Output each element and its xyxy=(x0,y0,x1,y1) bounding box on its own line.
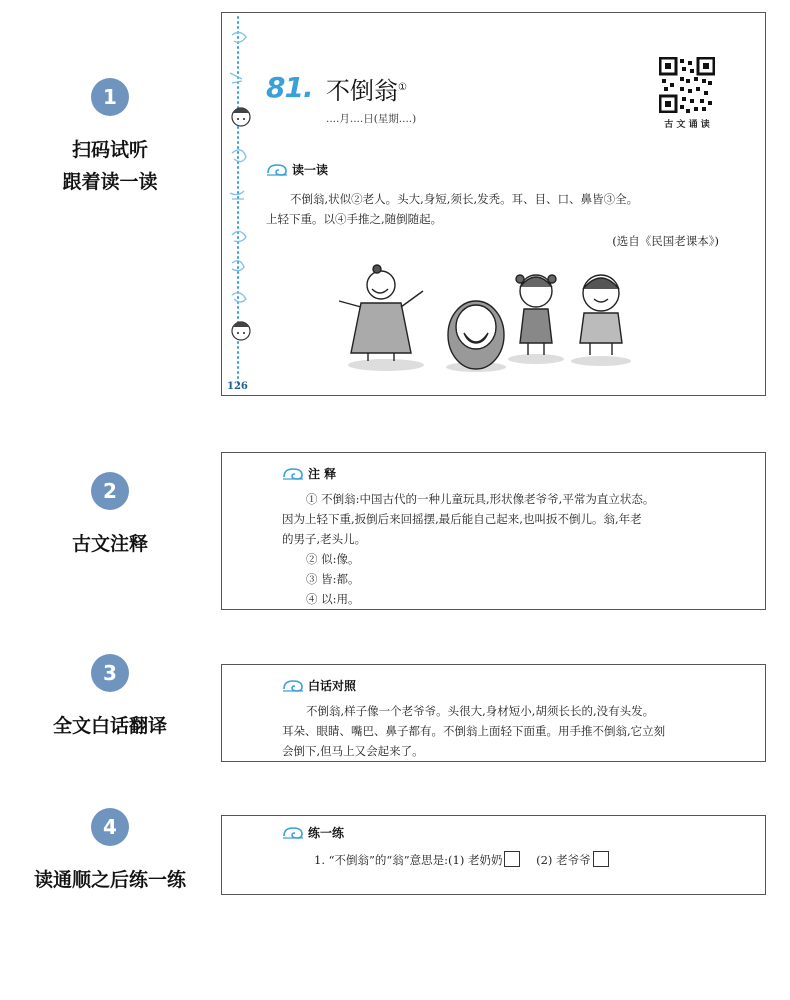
date-line: ....月....日(星期....) xyxy=(326,113,417,125)
step-number-badge: 1 xyxy=(91,78,129,116)
step-number-badge: 3 xyxy=(91,654,129,692)
step-label xyxy=(0,134,220,198)
swirl-icon xyxy=(266,163,288,177)
step-label xyxy=(0,710,220,742)
translation-line: 不倒翁,样子像一个老爷爷。头很大,身材短小,胡须长长的,没有头发。 xyxy=(306,704,655,718)
translation-panel xyxy=(221,664,766,762)
note-line: ③ 皆:都。 xyxy=(306,572,360,586)
step-label-line: 全文白话翻译 xyxy=(52,715,167,737)
step-2 xyxy=(0,472,220,560)
swirl-icon xyxy=(282,826,304,840)
exercise-question-text: 1. “不倒翁”的“翁”意思是:(1) 老奶奶 xyxy=(314,853,503,867)
cartoon-illustration xyxy=(326,263,656,375)
section-heading-notes xyxy=(282,465,336,482)
qr-code-icon[interactable] xyxy=(659,57,715,113)
step-label-line: 读通顺之后练一练 xyxy=(33,869,186,891)
note-line: ① 不倒翁:中国古代的一种儿童玩具,形状像老爷爷,平常为直立状态。 xyxy=(306,492,655,506)
qr-caption: 古 文 诵 读 xyxy=(664,120,710,130)
cartoon-face-icon xyxy=(232,108,250,126)
translation-line: 会倒下,但马上又会起来了。 xyxy=(282,744,424,758)
note-line: ② 似:像。 xyxy=(306,552,360,566)
exercise-question xyxy=(314,850,609,870)
lesson-page-panel xyxy=(221,12,766,396)
source-citation: (选自《民国老课本》) xyxy=(612,234,719,248)
step-label-line: 扫码试听 xyxy=(71,139,148,161)
step-number-badge: 2 xyxy=(91,472,129,510)
answer-checkbox-2[interactable] xyxy=(593,851,609,867)
boy-in-robe-figure xyxy=(339,265,423,361)
lesson-title-text: 不倒翁 xyxy=(326,77,398,105)
section-heading-text: 练一练 xyxy=(308,826,345,840)
boy-figure xyxy=(580,275,622,355)
step-4 xyxy=(0,808,220,896)
note-line: 因为上轻下重,扳倒后来回摇摆,最后能自己起来,也叫扳不倒儿。翁,年老 xyxy=(282,512,642,526)
notes-panel xyxy=(221,452,766,610)
section-heading-read xyxy=(266,161,328,178)
section-heading-text: 读一读 xyxy=(292,163,329,177)
translation-line: 耳朵、眼睛、嘴巴、鼻子都有。不倒翁上面轻下面重。用手推不倒翁,它立刻 xyxy=(282,724,666,738)
text-line: 上轻下重。以④手推之,随倒随起。 xyxy=(266,212,443,226)
answer-checkbox-1[interactable] xyxy=(504,851,520,867)
text-line: 不倒翁,状似②老人。头大,身短,须长,发秃。耳、目、口、鼻皆③全。 xyxy=(290,192,639,206)
exercise-panel xyxy=(221,815,766,895)
cartoon-face-icon xyxy=(232,322,250,340)
margin-decoration xyxy=(224,13,258,395)
note-line: 的男子,老头儿。 xyxy=(282,532,367,546)
exercise-option-text: (2) 老爷爷 xyxy=(536,853,591,867)
page-number: 126 xyxy=(227,381,248,392)
step-1 xyxy=(0,78,220,198)
girl-figure xyxy=(516,275,556,355)
section-heading-exercise xyxy=(282,824,344,841)
lesson-number: 81. xyxy=(266,71,313,104)
lesson-title xyxy=(326,71,407,106)
note-line: ④ 以:用。 xyxy=(306,592,360,606)
step-label-line: 跟着读一读 xyxy=(62,171,158,193)
tumbler-doll-figure xyxy=(448,301,504,369)
step-label-line: 古文注释 xyxy=(71,533,148,555)
step-label xyxy=(0,864,220,896)
step-3 xyxy=(0,654,220,742)
step-number-badge: 4 xyxy=(91,808,129,846)
swirl-icon xyxy=(282,467,304,481)
footnote-marker: ① xyxy=(398,82,407,93)
step-label xyxy=(0,528,220,560)
section-heading-text: 注 释 xyxy=(308,467,337,481)
swirl-icon xyxy=(282,679,304,693)
section-heading-translation xyxy=(282,677,356,694)
section-heading-text: 白话对照 xyxy=(308,679,357,693)
